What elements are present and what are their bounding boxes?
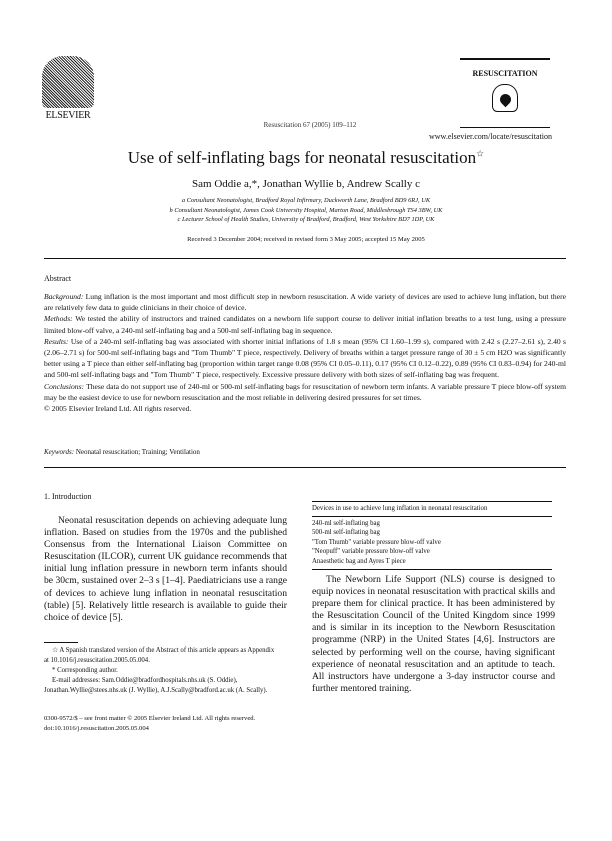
divider — [44, 258, 566, 259]
elsevier-logo — [40, 56, 96, 122]
footnote: E-mail addresses: Sam.Oddie@bradfordhospitals.nhs.uk (S. Oddie), Jonathan.Wyllie@stees.nhs.uk (J. Wyllie), A.J.Scally@bradford.ac.uk (A. Scally). — [44, 677, 268, 694]
table-caption: Devices in use to achieve lung inflation in neonatal resuscitation — [312, 501, 552, 517]
journal-url[interactable]: www.elsevier.com/locate/resuscitation — [429, 132, 552, 141]
section-heading: 1. Introduction — [44, 492, 92, 501]
doi[interactable]: doi:10.1016/j.resuscitation.2005.05.004 — [44, 724, 149, 732]
abstract-body: Background: Lung inflation is the most important and most difficult step in newborn resuscitation. A wide variety of devices are used to achieve lung inflation, but there are relatively few data to guide clinicians in their choice of device. Methods: We tested the ability of instructors and trained candidates on a newborn life support course to deliver initial inflation breaths to a test lung, using a pressure limited blow-off valve, a 240-ml self-inflating bag and a 500-ml self-inflating bag in sequence. Results: Use of a 240-ml self-inflating bag was associated with shorter initial inflations of 1.8 s mean (95% CI 1.60–1.99 s), compared with 2.42 s (2.27–2.61 s), 2.40 s (2.06–2.71 s) for 500-ml self-inflating bags and "Tom Thumb" T piece, respectively. Delivery of breaths within a target pressure range of 30 ± 5 cm H2O was significantly better using a T piece than either self-inflating bag (proportion within target range 0.08 (95% CI 0.05–0.11), 0.17 (95% CI 0.12–0.22), 0.89 (95% CI 0.83–0.94) for 240-ml and 500-ml self-inflating bags and "Tom Thumb" T piece, respectively. Excessive pressure delivery with both sizes of self-inflating bag was frequent. Conclusions: These data do not support use of 240-ml or 500-ml self-inflating bags for resuscitation of newborn term infants. A variable pressure T piece blow-off system may be the easiest device to use for newborn resuscitation and the most reliable in delivering desired pressures for set times. © 2005 Elsevier Ireland Ltd. All rights reserved. — [44, 292, 566, 414]
table-row: 240-ml self-inflating bag — [312, 519, 380, 527]
lungs-heart-icon — [492, 84, 518, 112]
keywords: Keywords: Neonatal resuscitation; Training; Ventilation — [44, 448, 200, 456]
table-row: "Tom Thumb" variable pressure blow-off valve — [312, 538, 441, 546]
table-row: "Neopuff" variable pressure blow-off valve — [312, 548, 430, 556]
intro-paragraph: Neonatal resuscitation depends on achieving adequate lung inflation. Based on studies from the 1970s and the published Consensus from the International Liaison Committee on Resuscitation (ILCOR), current UK guidance recommends that initial lung inflation pressure in newborn term infants should be 30cm, sustained over 2–3 s [1–4]. Paediatricians use a range of devices to achieve lung inflation in neonatal resuscitation (table) [5]. Relatively little research is available to guide their choice of device [5]. — [44, 515, 287, 623]
divider — [44, 467, 566, 468]
publisher-name: ELSEVIER — [45, 110, 91, 121]
paper-title: Use of self-inflating bags for neonatal resuscitation☆ — [127, 148, 485, 167]
footnote: ☆ A Spanish translated version of the Abstract of this article appears as Appendix at 10.1016/j.resuscitation.2005.05.004. — [44, 647, 275, 664]
received-dates: Received 3 December 2004; received in revised form 3 May 2005; accepted 15 May 2005 — [187, 236, 425, 243]
abstract-heading: Abstract — [44, 274, 72, 283]
nls-paragraph: The Newborn Life Support (NLS) course is designed to equip novices in neonatal resuscitation with practical skills and prepare them for clinical practice. It has been administered by the Resuscitation Council of the United Kingdom since 1999 and is similar in its inception to the Newborn Resuscitation programme (NRP) in the United States [4,6]. Instructors are selected by performing well on the course, having significant experience of neonatal resuscitation and an aptitude to teach. All instructors have undergone a 3-day instructor course and further mentored training. — [312, 574, 555, 694]
elsevier-tree-icon — [42, 56, 94, 108]
front-matter: 0300-9572/$ – see front matter © 2005 Elsevier Ireland Ltd. All rights reserved. doi:10.1016/j.resuscitation.2005.05.004 — [44, 714, 284, 733]
affiliations — [0, 196, 612, 225]
authors: Sam Oddie a,*, Jonathan Wyllie b, Andrew Scally c — [192, 178, 420, 190]
journal-logo — [460, 58, 550, 128]
table-row: 500-ml self-inflating bag — [312, 529, 380, 537]
journal-name: RESUSCITATION — [472, 69, 538, 78]
footnote: * Corresponding author. — [52, 667, 118, 674]
devices-table — [312, 501, 552, 570]
footnote-rule — [44, 642, 78, 643]
footnotes — [44, 646, 276, 696]
affiliation: a Consultant Neonatologist, Bradford Royal Infirmary, Duckworth Lane, Bradford BD9 6RJ, UK — [181, 197, 431, 204]
affiliation: b Consultant Neonatologist, James Cook University Hospital, Marton Road, Middlesbrough TS4 3BW, UK — [169, 206, 443, 214]
affiliation: c Lecturer School of Health Studies, University of Bradford, Bradford, West Yorkshire BD7 1DP, UK — [177, 216, 435, 223]
journal-citation: Resuscitation 67 (2005) 109–112 — [263, 121, 357, 129]
table-row: Anaesthetic bag and Ayres T piece — [312, 557, 406, 565]
